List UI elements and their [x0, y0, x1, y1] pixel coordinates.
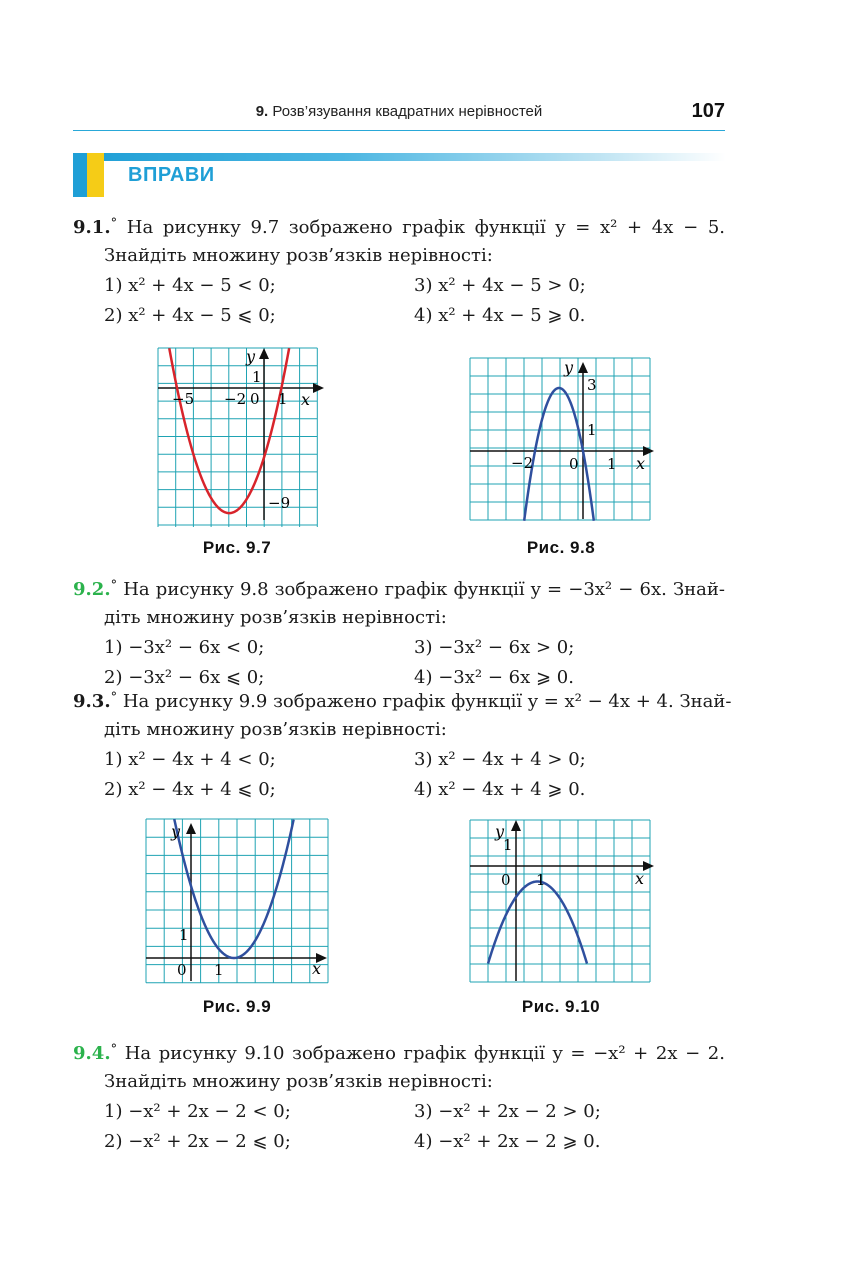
exercise-statement: 9.4.° На рисунку 9.10 зображено графік функції y = −x² + 2x − 2.	[73, 1042, 725, 1064]
exercise-9-3	[73, 684, 732, 806]
y-axis-label: y	[495, 822, 505, 841]
parabola-curve	[174, 819, 293, 958]
answer-options	[73, 746, 725, 806]
figure-9-7	[150, 342, 330, 527]
option-2: 2) x² + 4x − 5 ⩽ 0;	[104, 305, 276, 326]
banner-blue-block	[73, 153, 87, 197]
parabola-curve	[488, 882, 587, 964]
option-4: 4) −x² + 2x − 2 ⩾ 0.	[414, 1131, 601, 1152]
tick-label-origin: 0	[177, 961, 187, 979]
option-4: 4) x² − 4x + 4 ⩾ 0.	[414, 779, 586, 800]
option-2: 2) −x² + 2x − 2 ⩽ 0;	[104, 1131, 291, 1152]
option-1: 1) x² − 4x + 4 < 0;	[104, 749, 276, 770]
option-3: 3) x² − 4x + 4 > 0;	[414, 749, 586, 770]
figure-9-8	[465, 355, 660, 525]
tick-label-y-neg9: −9	[268, 494, 291, 512]
tick-label-x-1: 1	[607, 455, 617, 473]
running-header	[73, 100, 725, 131]
tick-label-origin: 0	[250, 390, 260, 408]
figure-9-9	[142, 815, 337, 985]
figure-caption: Рис. 9.9	[202, 997, 272, 1016]
exercise-statement-cont: Знайдіть множину розв’язків нерівності:	[104, 1071, 493, 1092]
tick-label-y-1: 1	[587, 421, 597, 439]
section-heading: 9. Розв’язування квадратних нерівностей	[255, 103, 543, 120]
x-axis-label: x	[635, 869, 645, 888]
tick-label-x-1: 1	[214, 961, 224, 979]
exercise-9-2	[73, 572, 725, 694]
answer-options	[73, 1098, 725, 1158]
option-3: 3) x² + 4x − 5 > 0;	[414, 275, 586, 296]
option-3: 3) −x² + 2x − 2 > 0;	[414, 1101, 601, 1122]
tick-label-x-neg5: −5	[172, 390, 195, 408]
y-axis-label: y	[171, 822, 181, 841]
figure-caption: Рис. 9.7	[202, 538, 272, 557]
option-1: 1) −x² + 2x − 2 < 0;	[104, 1101, 291, 1122]
tick-label-y-1: 1	[503, 836, 513, 854]
tick-label-y-1: 1	[179, 926, 189, 944]
exercise-statement: 9.2.° На рисунку 9.8 зображено графік функції y = −3x² − 6x. Знай-	[73, 578, 725, 600]
x-axis-arrow	[313, 383, 324, 393]
figure-9-10	[465, 815, 660, 985]
exercise-statement-cont: Знайдіть множину розв’язків нерівності:	[104, 245, 493, 266]
tick-label-y-3: 3	[587, 376, 597, 394]
grid	[158, 348, 317, 527]
exercise-statement: 9.1.° На рисунку 9.7 зображено графік функції y = x² + 4x − 5.	[73, 216, 725, 238]
y-axis-label: y	[246, 347, 256, 366]
y-axis-label: y	[564, 358, 574, 377]
grid	[470, 820, 650, 982]
tick-label-x-1: 1	[278, 390, 288, 408]
exercise-9-4	[73, 1036, 725, 1158]
y-axis-arrow	[259, 348, 269, 359]
x-axis-label: x	[636, 454, 646, 473]
exercise-9-1	[73, 210, 725, 332]
option-4: 4) x² + 4x − 5 ⩾ 0.	[414, 305, 586, 326]
tick-label-origin: 0	[501, 871, 511, 889]
x-axis-arrow	[643, 861, 654, 871]
option-1: 1) −3x² − 6x < 0;	[104, 637, 265, 658]
tick-label-x-1: 1	[536, 871, 546, 889]
tick-label-x-neg2: −2	[224, 390, 247, 408]
page-number: 107	[691, 100, 725, 122]
banner-yellow-block	[87, 153, 104, 197]
exercise-statement-cont: діть множину розв’язків нерівності:	[104, 607, 447, 628]
grid	[470, 358, 650, 520]
y-axis-arrow	[578, 362, 588, 373]
tick-label-x-neg2: −2	[511, 454, 534, 472]
section-title: ВПРАВИ	[128, 164, 215, 186]
y-axis-arrow	[511, 820, 521, 831]
option-2: 2) x² − 4x + 4 ⩽ 0;	[104, 779, 276, 800]
tick-label-y-1: 1	[252, 368, 262, 386]
figure-caption: Рис. 9.8	[526, 538, 596, 557]
y-axis-arrow	[186, 823, 196, 834]
x-axis-label: x	[301, 390, 311, 409]
exercise-statement: 9.3.° На рисунку 9.9 зображено графік функції y = x² − 4x + 4. Знай-	[73, 690, 732, 712]
option-4: 4) −3x² − 6x ⩾ 0.	[414, 667, 574, 688]
tick-label-origin: 0	[569, 455, 579, 473]
answer-options	[73, 272, 725, 332]
x-axis-label: x	[312, 959, 322, 978]
exercise-statement-cont: діть множину розв’язків нерівності:	[104, 719, 447, 740]
section-banner-stripe	[86, 153, 726, 161]
option-2: 2) −3x² − 6x ⩽ 0;	[104, 667, 265, 688]
figure-caption: Рис. 9.10	[521, 997, 601, 1016]
option-3: 3) −3x² − 6x > 0;	[414, 637, 575, 658]
option-1: 1) x² + 4x − 5 < 0;	[104, 275, 276, 296]
